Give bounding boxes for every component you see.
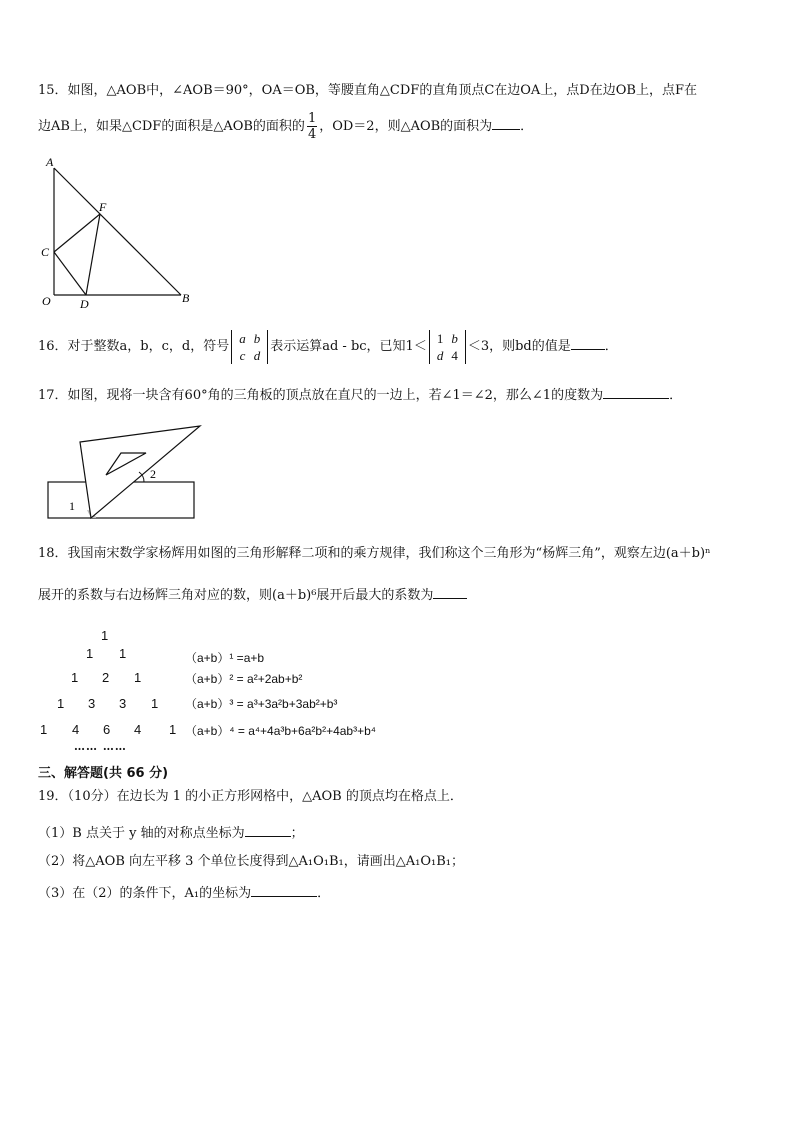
triangle-row2: 1 [71,670,79,685]
segment-cf [54,214,100,252]
formula-power-4: （a+b）⁴ = a⁴+4a³b+6a²b²+4ab³+b⁴ [185,724,376,738]
triangle-row3: 1 [57,696,65,711]
q19-part2: （2）将△AOB 向左平移 3 个单位长度得到△A₁O₁B₁，请画出△A₁O₁B₁； [38,854,464,869]
label-c: C [41,245,50,259]
triangle-row4: 6 [103,722,111,737]
triangle-row3: 3 [119,696,127,711]
triangle-row1: 1 [119,646,127,661]
q15-line1: 15．如图，△AOB中，∠AOB＝90°，OA＝OB，等腰直角△CDF的直角顶点C在边OA上，点D在边OB上，点F在 [38,83,697,98]
answer-blank-q19-1[interactable] [245,822,291,837]
label-b: B [182,291,190,305]
fraction-one-quarter: $\frac{1}{4}$ [307,111,317,142]
q18-line2: 展开的系数与右边杨辉三角对应的数，则(a＋b)⁶展开后最大的系数为 [38,584,467,606]
triangle-row0: 1 [101,628,109,643]
label-a: A [46,155,54,169]
answer-blank-q19-3[interactable] [251,882,317,897]
answer-blank-q17[interactable] [603,384,669,399]
q19-part3: （3）在（2）的条件下，A₁的坐标为 ． [38,882,330,904]
triangle-row2: 2 [102,670,110,685]
determinant-1bd4: 1 b d 4 [429,330,466,364]
triangle-row2: 1 [134,670,142,685]
segment-cd [54,252,86,295]
triangle-row4: 1 [169,722,177,737]
determinant-abcd: a b c d [231,330,268,364]
segment-ab [54,168,181,295]
label-angle-2: 2 [150,467,156,481]
q15-figure [36,150,206,315]
q19-intro: 19．（10分）在边长为 1 的小正方形网格中，△AOB 的顶点均在格点上． [38,789,463,804]
formula-power-2: （a+b）² = a²+2ab+b² [185,672,303,686]
segment-df [86,214,100,295]
section-heading: 三、解答题(共 66 分) [38,766,169,781]
label-angle-1: 1 [69,499,75,513]
formula-power-3: （a+b）³ = a³+3a²b+3ab²+b³ [185,697,338,711]
triangle-row3: 1 [151,696,159,711]
q15-line2: 边AB上，如果△CDF的面积是△AOB的面积的 $\frac{1}{4}$ ，OD＝2，则△AOB的面积为 ． [38,111,534,142]
answer-blank-q16[interactable] [571,335,605,350]
triangle-row3: 3 [88,696,96,711]
q18-line1: 18．我国南宋数学家杨辉用如图的三角形解释二项和的乘方规律，我们称这个三角形为“杨辉三角”，观察左边(a＋b)ⁿ [38,546,711,561]
q16-line: 16．对于整数a，b，c，d，符号 a b c d 表示运算ad - bc，已知1＜ 1 b d 4 ＜3，则bd的值是 ． [38,330,618,363]
q17-figure [40,418,210,523]
q19-part1: （1）B 点关于 y 轴的对称点坐标为 ； [38,822,304,844]
answer-blank-q18[interactable] [433,584,467,599]
triangle-row4: 4 [72,722,80,737]
answer-blank-q15[interactable] [492,115,520,130]
formula-power-1: （a+b）¹ =a+b [185,651,265,665]
triangle-row4: 4 [134,722,142,737]
label-f: F [99,200,107,214]
q17-line: 17．如图，现将一块含有60°角的三角板的顶点放在直尺的一边上，若∠1＝∠2，那么∠1的度数为 ． [38,384,682,406]
label-d: D [80,297,89,311]
triangle-row1: 1 [86,646,94,661]
triangle-ellipsis: …… …… [74,740,127,753]
label-o: O [42,294,51,308]
triangle-row4: 1 [40,722,48,737]
